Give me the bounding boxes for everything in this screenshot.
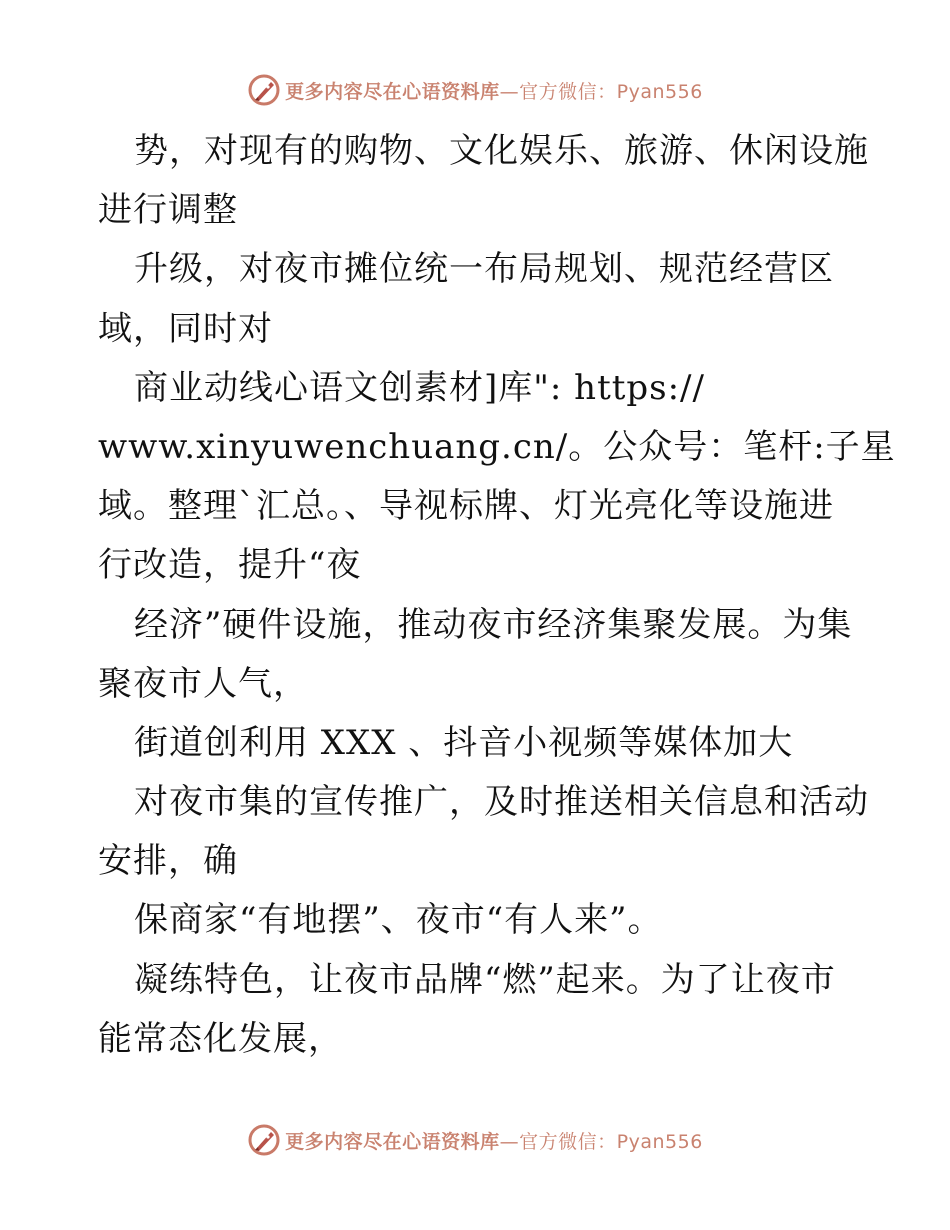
text-line: 升级，对夜市摊位统一布局规划、规范经营区: [134, 249, 834, 290]
text-line: 进行调整: [98, 190, 238, 231]
footer-banner-main: 更多内容尽在心语资料库: [285, 1130, 500, 1153]
text-line: 对夜市集的宣传推广，及时推送相关信息和活动: [134, 782, 869, 823]
footer-banner-sep: —: [499, 1130, 520, 1153]
pen-nib-logo-icon: [247, 73, 281, 107]
text-line: 能常态化发展，: [98, 1018, 343, 1059]
text-line: 域，同时对: [98, 308, 273, 349]
text-line: 保商家“有地摆”、夜市“有人来”。: [134, 900, 663, 941]
text-line: 安排，确: [98, 841, 238, 882]
pen-nib-logo-icon: [247, 1123, 281, 1157]
text-line: 行改造，提升“夜: [98, 545, 362, 586]
header-banner-sep: —: [499, 80, 520, 103]
header-banner: [0, 70, 950, 110]
text-line: 街道创利用 XXX 、抖音小视频等媒体加大: [134, 722, 794, 763]
footer-banner-text: [285, 1127, 703, 1154]
footer-banner-tail: 官方微信：Pyan556: [519, 1130, 703, 1153]
text-line: 商业动线心语文创素材]库": https://: [134, 367, 705, 408]
text-line: 凝练特色，让夜市品牌“燃”起来。为了让夜市: [134, 959, 836, 1000]
text-line: 势，对现有的购物、文化娱乐、旅游、休闲设施: [134, 131, 869, 171]
text-line: 域。整理`汇总。、导视标牌、灯光亮化等设施进: [98, 486, 834, 527]
header-banner-main: 更多内容尽在心语资料库: [285, 80, 500, 103]
header-banner-text: [285, 77, 703, 104]
document-body: [98, 122, 896, 1069]
header-banner-tail: 官方微信：Pyan556: [519, 80, 703, 103]
footer-banner: [0, 1120, 950, 1160]
text-line: 聚夜市人气，: [98, 663, 308, 704]
text-line: www.xinyuwenchuang.cn/。公众号：笔杆:子星: [98, 426, 896, 467]
text-line: 经济”硬件设施，推动夜市经济集聚发展。为集: [134, 604, 853, 645]
